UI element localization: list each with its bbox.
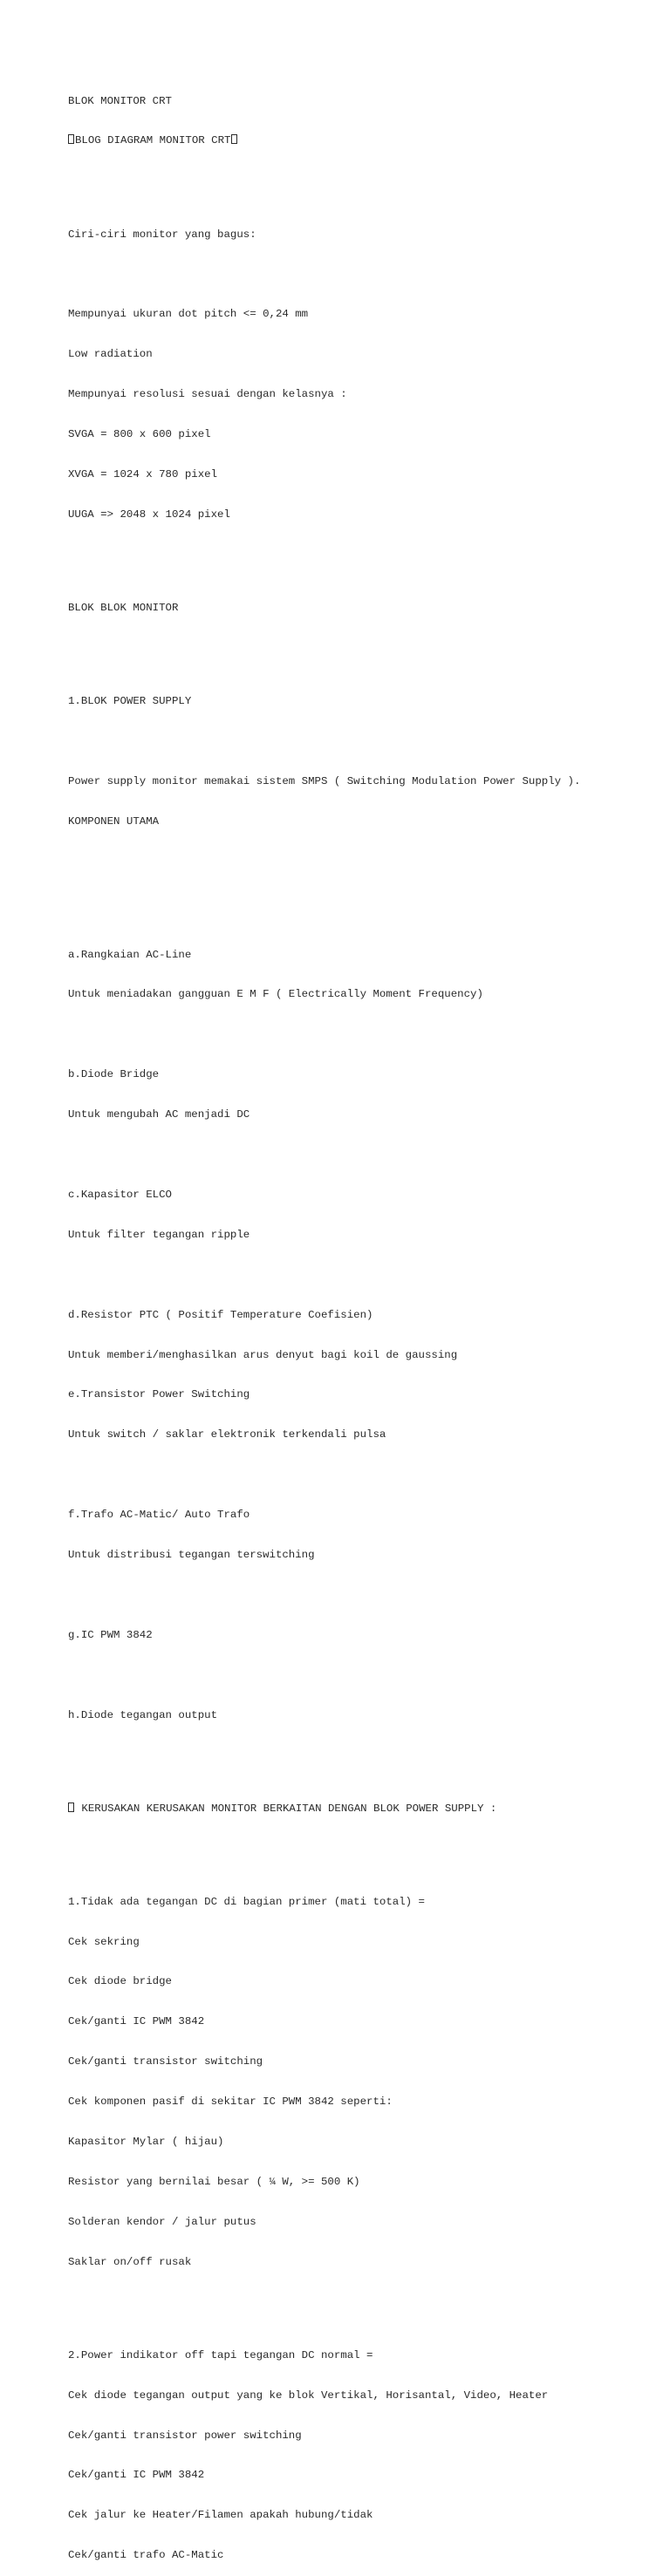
intro-item: Low radiation <box>68 348 153 361</box>
component-description: Untuk filter tegangan ripple <box>68 1228 250 1241</box>
component-description: Untuk mengubah AC menjadi DC <box>68 1108 250 1121</box>
damage-case-item: Cek/ganti trafo AC-Matic <box>68 2549 224 2562</box>
damage-case-item: Cek diode bridge <box>68 1975 172 1988</box>
damage-case-item: Cek/ganti IC PWM 3842 <box>68 2015 205 2028</box>
damage-case-item: Solderan kendor / jalur putus <box>68 2215 256 2228</box>
components-heading: KOMPONEN UTAMA <box>68 814 160 828</box>
missing-glyph-icon <box>68 134 74 144</box>
damage-case-item: Cek/ganti transistor power switching <box>68 2429 302 2442</box>
intro-item: Mempunyai ukuran dot pitch <= 0,24 mm <box>68 308 309 321</box>
component-title: g.IC PWM 3842 <box>68 1628 153 1641</box>
intro-item: UUGA => 2048 x 1024 pixel <box>68 508 230 521</box>
damage-case-title: 2.Power indikator off tapi tegangan DC normal = <box>68 2348 373 2361</box>
component-description: Untuk memberi/menghasilkan arus denyut bagi koil de gaussing <box>68 1348 458 1361</box>
document-page <box>68 68 661 2576</box>
damage-case-item: Cek diode tegangan output yang ke blok Vertikal, Horisantal, Video, Heater <box>68 2389 549 2402</box>
damage-case-title: 1.Tidak ada tegangan DC di bagian primer (mati total) = <box>68 1895 425 1908</box>
component-title: a.Rangkaian AC-Line <box>68 948 192 961</box>
component-title: h.Diode tegangan output <box>68 1708 218 1721</box>
damage-case-item: Saklar on/off rusak <box>68 2255 192 2268</box>
damage-case-item: Cek/ganti IC PWM 3842 <box>68 2469 205 2482</box>
component-title: e.Transistor Power Switching <box>68 1388 250 1401</box>
component-description: Untuk switch / saklar elektronik terkendali pulsa <box>68 1428 386 1441</box>
damage-case-item: Kapasitor Mylar ( hijau) <box>68 2136 224 2149</box>
damage-case-item: Resistor yang bernilai besar ( ¼ W, >= 500 K) <box>68 2175 360 2188</box>
damage-case-item: Cek sekring <box>68 1935 140 1948</box>
document-title: BLOK MONITOR CRT <box>68 94 172 107</box>
damage-heading <box>68 1803 661 1816</box>
damage-heading-text: KERUSAKAN KERUSAKAN MONITOR BERKAITAN DENGAN BLOK POWER SUPPLY : <box>75 1802 497 1815</box>
subtitle-text: BLOG DIAGRAM MONITOR CRT <box>75 134 231 147</box>
intro-item: XVGA = 1024 x 780 pixel <box>68 467 218 480</box>
component-description: Untuk distribusi tegangan terswitching <box>68 1548 315 1561</box>
damage-case-item: Cek komponen pasif di sekitar IC PWM 3842 seperti: <box>68 2096 393 2109</box>
blok-heading: BLOK BLOK MONITOR <box>68 601 179 614</box>
intro-heading: Ciri-ciri monitor yang bagus: <box>68 228 256 241</box>
intro-item: SVGA = 800 x 600 pixel <box>68 428 211 441</box>
damage-case-item: Cek/ganti transistor switching <box>68 2055 263 2068</box>
component-description: Untuk meniadakan gangguan E M F ( Electrically Moment Frequency) <box>68 988 483 1001</box>
power-supply-description: Power supply monitor memakai sistem SMPS ( Switching Modulation Power Supply ). <box>68 774 581 787</box>
missing-glyph-icon <box>68 1803 74 1812</box>
component-title: c.Kapasitor ELCO <box>68 1188 172 1201</box>
missing-glyph-icon <box>231 134 237 144</box>
intro-item: Mempunyai resolusi sesuai dengan kelasnya : <box>68 388 347 401</box>
document-subtitle <box>68 134 661 147</box>
power-supply-heading: 1.BLOK POWER SUPPLY <box>68 694 192 707</box>
component-title: d.Resistor PTC ( Positif Temperature Coefisien) <box>68 1308 373 1321</box>
component-title: b.Diode Bridge <box>68 1068 160 1081</box>
damage-case-item: Cek jalur ke Heater/Filamen apakah hubung/tidak <box>68 2509 373 2522</box>
component-title: f.Trafo AC-Matic/ Auto Trafo <box>68 1509 250 1522</box>
